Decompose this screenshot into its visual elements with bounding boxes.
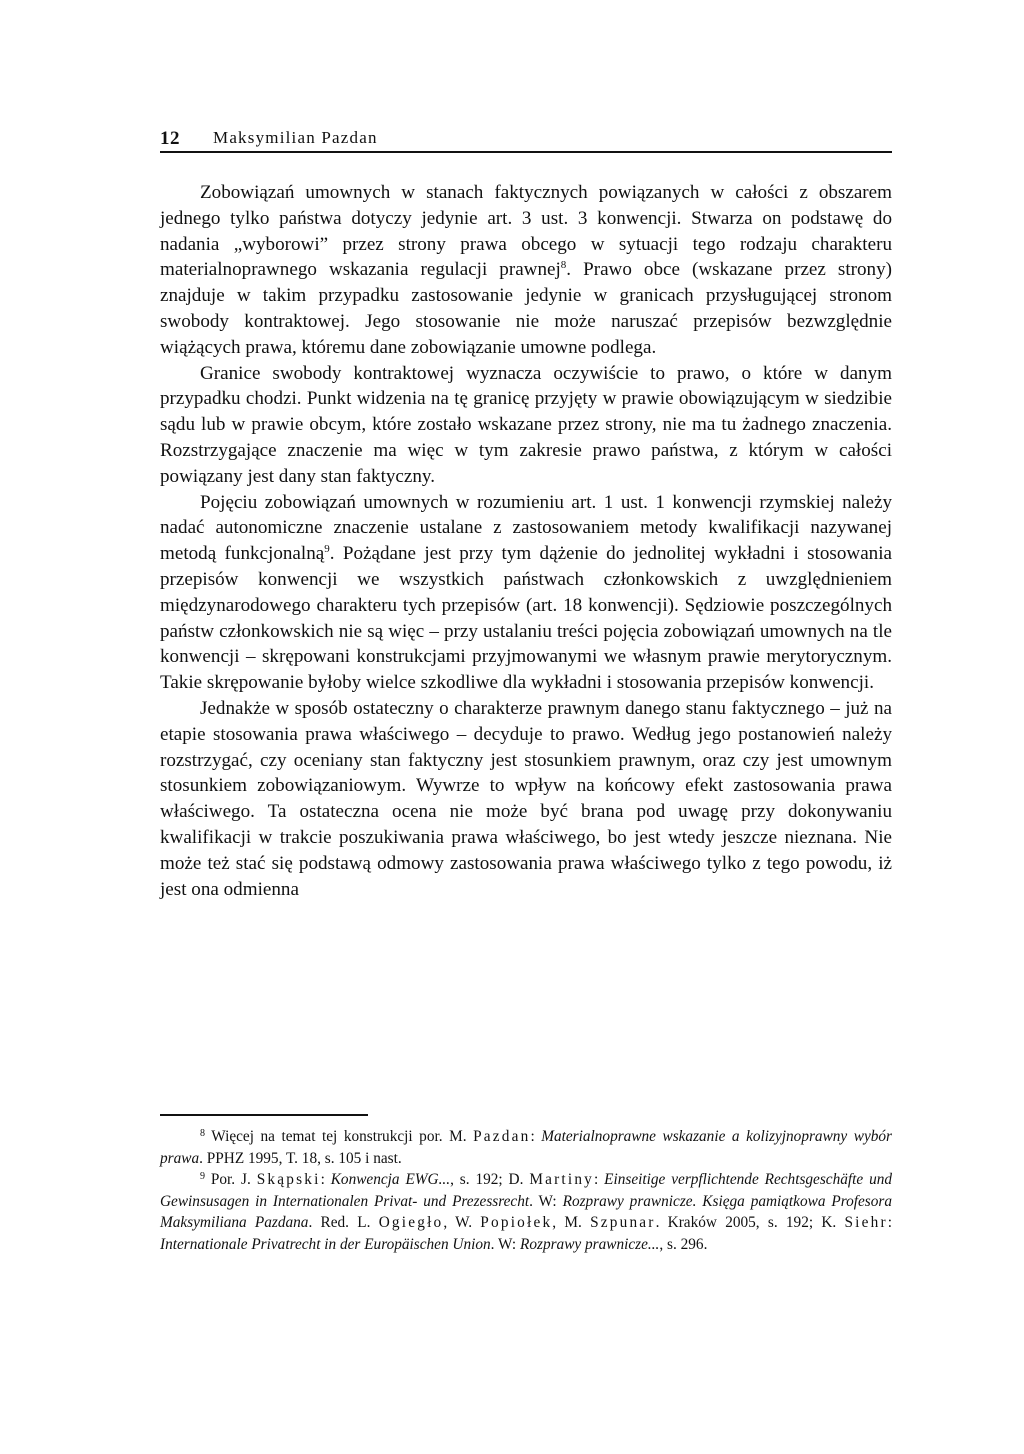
- work-title: Rozprawy prawnicze...: [520, 1235, 660, 1253]
- footnote-text: . W:: [490, 1235, 520, 1253]
- paragraph: Granice swobody kontraktowej wyznacza oczywiście to prawo, o które w danym przypadku chodzi. Punkt widzenia na tę granicę przyjęty w prawie obowiązującym w siedzibie sądu lub w prawie obcym, które zostało wskazane przez strony, nie ma tu żadnego znaczenia. Rozstrzygające znaczenie ma więc w tym zakresie prawo państwa, z którym w całości powiązany jest dany stan faktyczny.: [160, 362, 892, 487]
- paragraph: [160, 490, 892, 696]
- running-head: Maksymilian Pazdan: [213, 128, 378, 147]
- page-number: 12: [160, 128, 180, 149]
- paragraph-text: Pojęciu zobowiązań umownych w rozumieniu art. 1 ust. 1 konwencji rzymskiej należy nadać autonomiczne znaczenie ustalane z zastosowaniem metody kwalifikacji nazywanej metodą funkcjonalną: [160, 491, 892, 565]
- work-title: Internationale Privatrecht in der Europäischen Union: [160, 1235, 491, 1253]
- footnote-text: , M.: [552, 1214, 591, 1231]
- paragraph-text: . Prawo obce (wskazane przez strony) znajduje w takim przypadku zastosowanie jedynie w granicach przysługującej stronom swobody kontraktowej. Jego stosowanie nie może naruszać przepisów bezwzględnie wiążących prawa, któremu dane zobowiązanie umowne podlega.: [160, 259, 892, 358]
- work-title: Materialnoprawne wskazanie a kolizyjnoprawny wybór prawa: [160, 1128, 892, 1167]
- author-name: Szpunar: [590, 1214, 656, 1231]
- footnote-8: [160, 1126, 892, 1169]
- work-title: Rozprawy prawnicze. Księga pamiątkowa Profesora Maksymiliana Pazdana: [160, 1192, 892, 1231]
- author-name: Martiny: [529, 1171, 595, 1188]
- work-title: Einseitige verpflichtende Rechtsgeschäfte und Gewinsusagen in Internationalen Privat- und Prezessrecht: [160, 1171, 893, 1210]
- footnote-text: . Kraków 2005, s. 192; K.: [655, 1214, 845, 1231]
- footnote-separator: [160, 1114, 368, 1116]
- footnote-number: 8: [200, 1128, 205, 1139]
- body-text: [160, 180, 892, 902]
- footnote-9: [160, 1169, 892, 1255]
- footnote-ref: 9: [324, 543, 330, 556]
- page-header: [160, 128, 892, 156]
- author-name: Ogiegło: [378, 1214, 444, 1231]
- footnote-number: 9: [200, 1171, 205, 1182]
- footnote-text: :: [594, 1171, 605, 1188]
- footnote-text: Por. J.: [205, 1171, 257, 1188]
- footnote-text: , s. 192; D.: [450, 1171, 530, 1188]
- footnote-text: :: [887, 1214, 893, 1231]
- author-name: Popiołek: [480, 1214, 553, 1231]
- footnote-text: :: [320, 1171, 331, 1188]
- footnote-text: , W.: [443, 1214, 481, 1231]
- paragraph: [160, 180, 892, 361]
- footnote-text: . W:: [529, 1192, 563, 1210]
- header-rule: [160, 151, 892, 153]
- footnote-text: Więcej na temat tej konstrukcji por. M.: [205, 1128, 474, 1145]
- work-title: Konwencja EWG...: [330, 1171, 451, 1188]
- footnotes: [160, 1126, 892, 1255]
- footnote-text: :: [530, 1128, 542, 1145]
- author-name: Siehr: [844, 1214, 888, 1231]
- author-name: Pazdan: [473, 1128, 531, 1145]
- paragraph: Jednakże w sposób ostateczny o charakterze prawnym danego stanu faktycznego – już na etapie stosowania prawa właściwego – decyduje to prawo. Według jego postanowień należy rozstrzygać, czy oceniany stan faktyczny jest stosunkiem prawnym, oraz czy jest umownym stosunkiem zobowiązaniowym. Wywrze to wpływ na końcowy efekt zastosowania prawa właściwego. Ta ostateczna ocena nie może być brana pod uwagę przy dokonywaniu kwalifikacji w trakcie poszukiwania prawa właściwego, bo jest wtedy jeszcze nieznana. Nie może też stać się podstawą odmowy zastosowania prawa właściwego tylko z tego powodu, iż jest ona odmienna: [160, 697, 892, 900]
- paragraph-text: Zobowiązań umownych w stanach faktycznych powiązanych w całości z obszarem jednego tylko państwa dotyczy jedynie art. 3 ust. 3 konwencji. Stwarza on podstawę do nadania „wyborowi” przez strony prawa obcego w sytuacji tego rodzaju charakteru materialnoprawnego wskazania regulacji prawnej: [160, 182, 892, 281]
- paragraph-text: . Pożądane jest przy tym dążenie do jednolitej wykładni i stosowania przepisów konwencji we wszystkich państwach członkowskich z uwzględnieniem międzynarodowego charakteru tych przepisów (art. 18 konwencji). Sędziowie poszczególnych państw członkowskich nie są więc – przy ustalaniu treści pojęcia zobowiązań umownych na tle konwencji – skrępowani konstrukcjami przyjmowanymi we własnym prawie merytorycznym. Takie skrępowanie byłoby wielce szkodliwe dla wykładni i stosowania przepisów konwencji.: [160, 543, 892, 694]
- footnote-ref: 8: [560, 259, 567, 272]
- footnote-text: . Red. L.: [308, 1214, 379, 1231]
- footnote-text: . PPHZ 1995, T. 18, s. 105 i nast.: [199, 1149, 402, 1167]
- footnote-text: , s. 296.: [659, 1235, 708, 1253]
- author-name: Skąpski: [256, 1171, 321, 1188]
